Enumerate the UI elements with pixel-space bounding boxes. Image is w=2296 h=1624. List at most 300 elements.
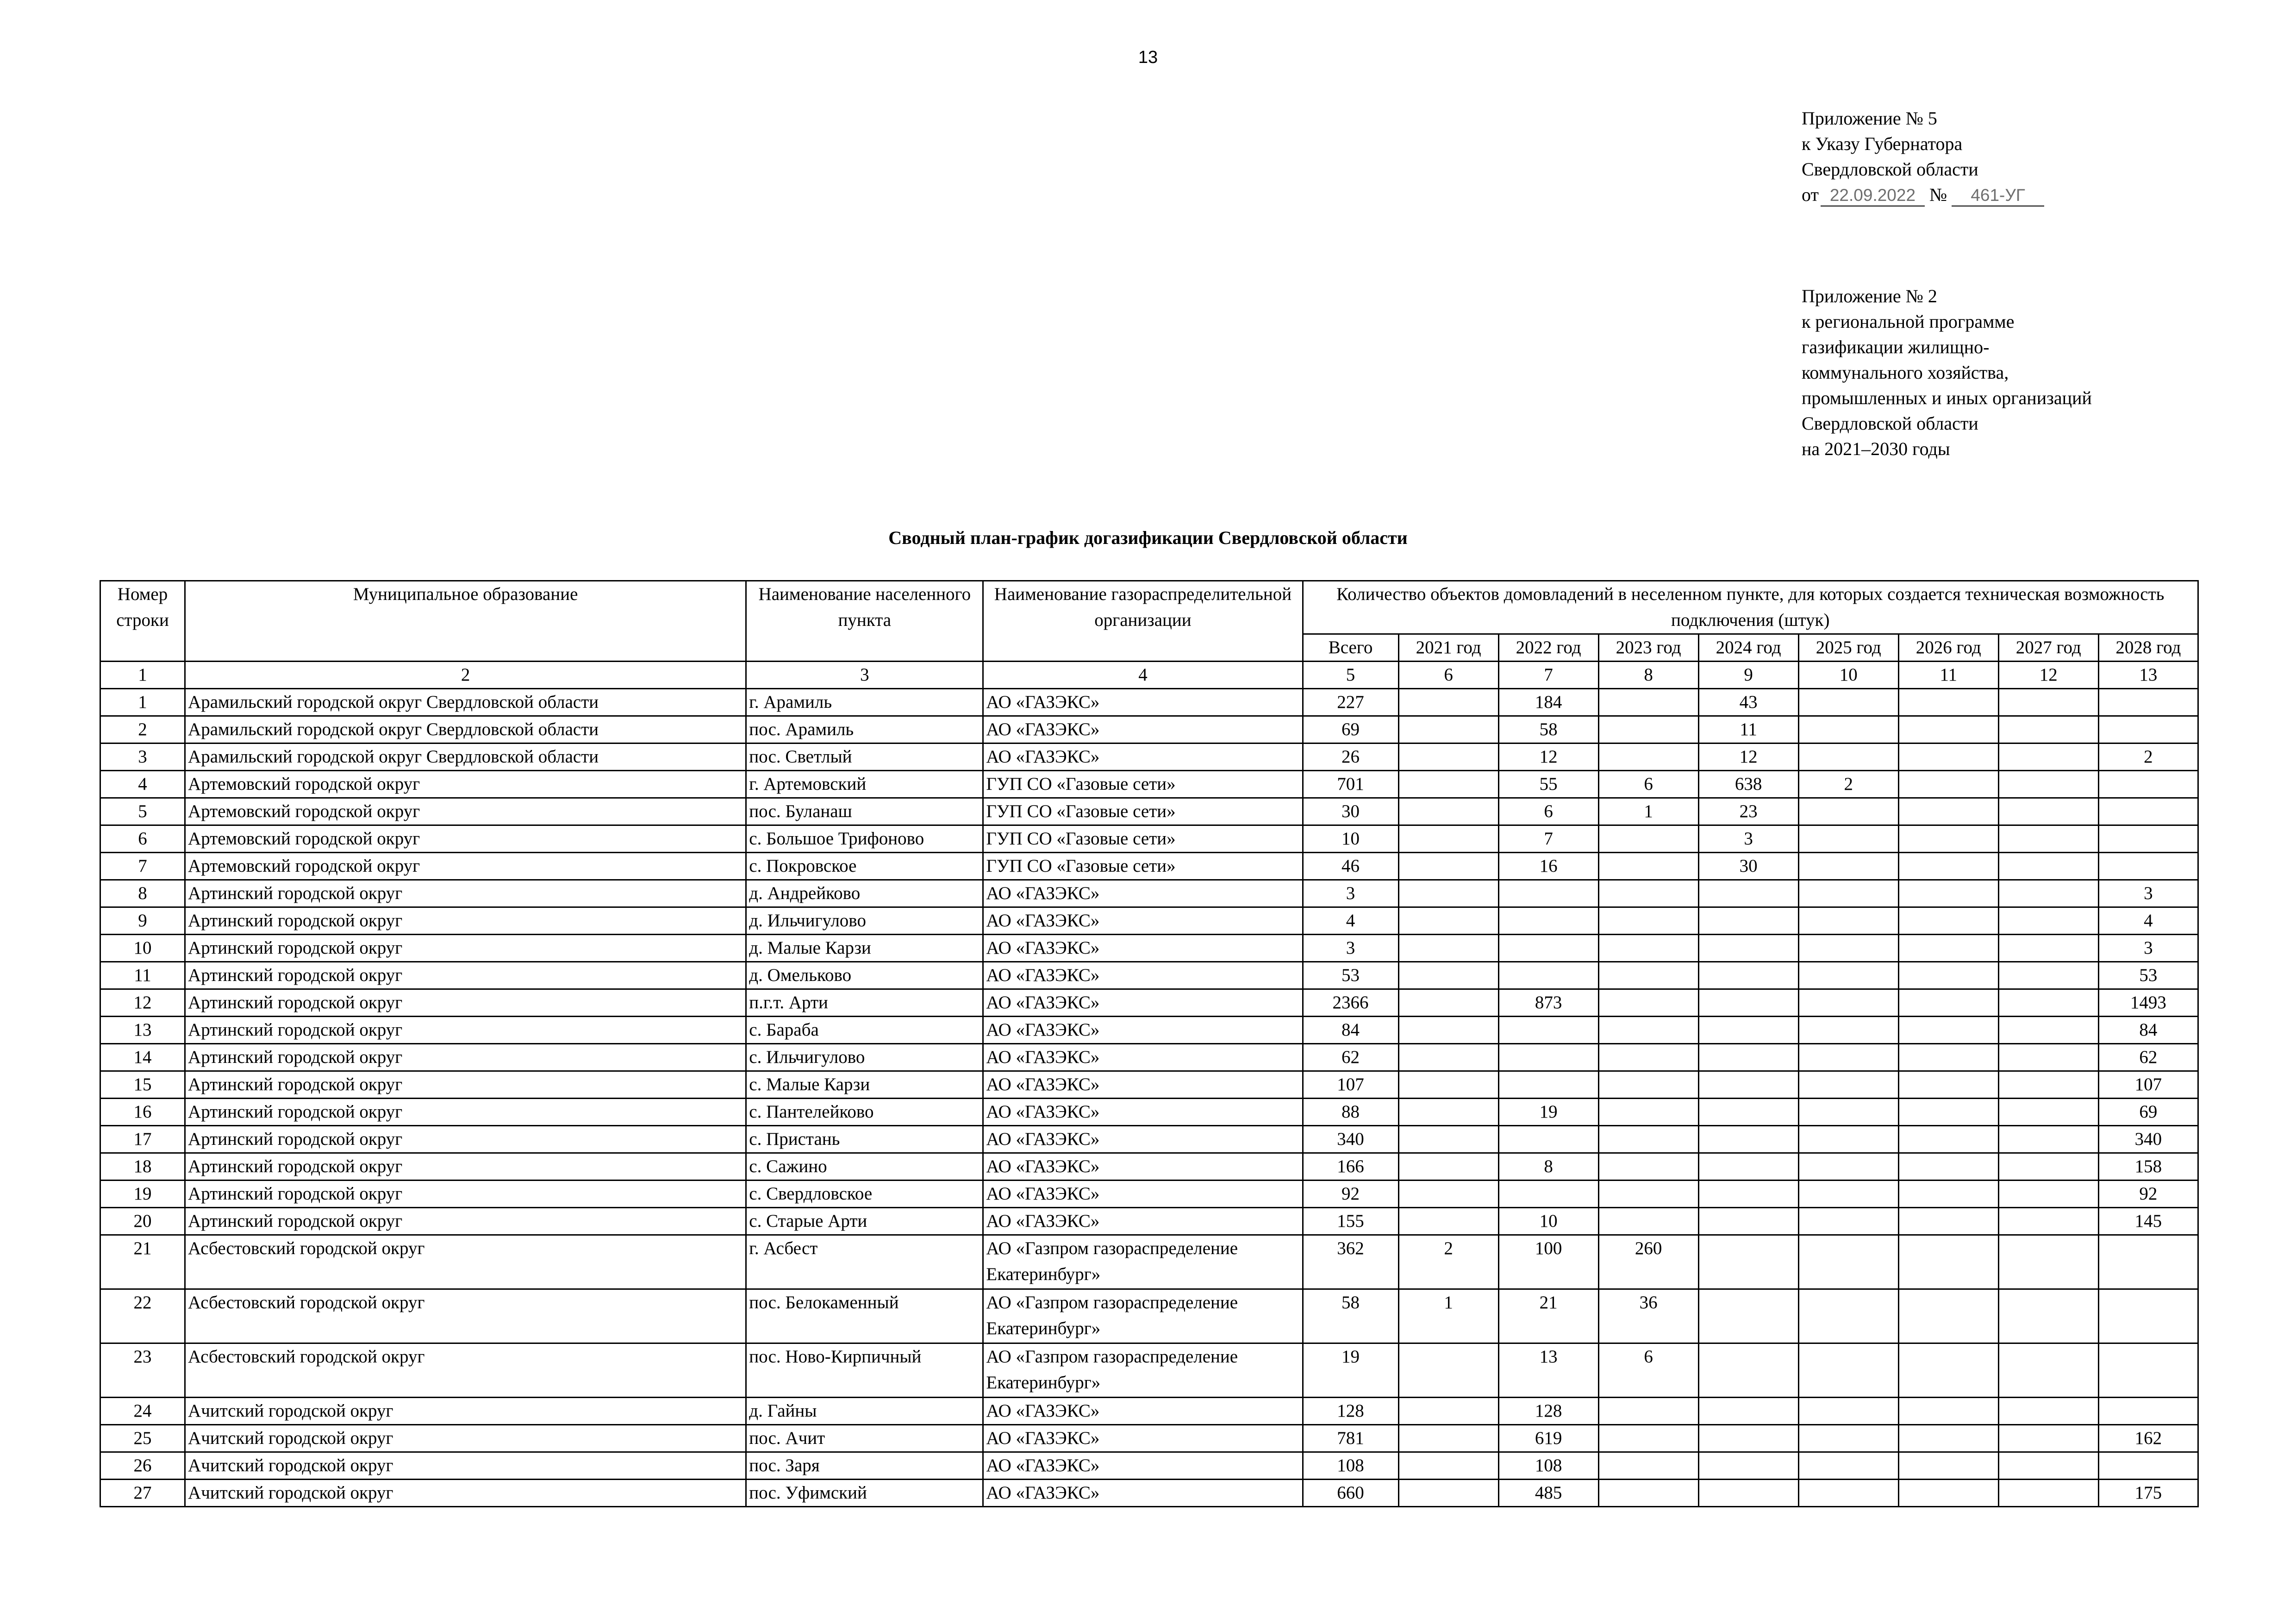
cell-municipality: Артинский городской округ	[185, 1017, 746, 1044]
cell-2021	[1398, 771, 1498, 798]
cell-row-number: 13	[100, 1017, 185, 1044]
cell-2027	[1998, 853, 2098, 880]
date-prefix: от	[1802, 184, 1819, 205]
cell-2026	[1898, 1452, 1998, 1480]
cell-2023: 260	[1598, 1235, 1698, 1289]
table-row	[100, 1480, 2198, 1507]
cell-2027	[1998, 689, 2098, 716]
cell-2026	[1898, 1289, 1998, 1343]
cell-2022: 16	[1498, 853, 1598, 880]
cell-row-number: 16	[100, 1099, 185, 1126]
cell-total: 781	[1303, 1425, 1398, 1452]
cell-2026	[1898, 1480, 1998, 1507]
cell-organization: АО «ГАЗЭКС»	[983, 743, 1303, 771]
cell-2027	[1998, 1452, 2098, 1480]
cell-settlement: пос. Буланаш	[746, 798, 983, 825]
cell-2026	[1898, 743, 1998, 771]
cell-total: 3	[1303, 880, 1398, 907]
cell-municipality: Арамильский городской округ Свердловской области	[185, 689, 746, 716]
header-objects-group: Количество объектов домовладений в неселенном пункте, для которых создается техническая возможность подключения (штук)	[1303, 581, 2198, 634]
cell-row-number: 21	[100, 1235, 185, 1289]
cell-row-number: 10	[100, 935, 185, 962]
cell-total: 2366	[1303, 989, 1398, 1017]
decree-date: 22.09.2022	[1821, 185, 1925, 206]
cell-2027	[1998, 1289, 2098, 1343]
cell-2023	[1598, 1099, 1698, 1126]
cell-municipality: Артемовский городской округ	[185, 798, 746, 825]
cell-2025	[1798, 1452, 1898, 1480]
header-year-1: 2021 год	[1398, 634, 1498, 662]
cell-2026	[1898, 962, 1998, 989]
cell-2026	[1898, 880, 1998, 907]
cell-2026	[1898, 1235, 1998, 1289]
cell-2024	[1698, 1126, 1798, 1153]
cell-2028	[2098, 771, 2198, 798]
table-row	[100, 1126, 2198, 1153]
cell-municipality: Артинский городской округ	[185, 1208, 746, 1235]
cell-2026	[1898, 1208, 1998, 1235]
cell-2025	[1798, 1235, 1898, 1289]
cell-2021	[1398, 743, 1498, 771]
cell-2027	[1998, 907, 2098, 935]
cell-2028	[2098, 853, 2198, 880]
cell-2022: 8	[1498, 1153, 1598, 1181]
cell-total: 3	[1303, 935, 1398, 962]
cell-2021	[1398, 853, 1498, 880]
cell-row-number: 20	[100, 1208, 185, 1235]
cell-2027	[1998, 1480, 2098, 1507]
cell-organization: АО «ГАЗЭКС»	[983, 1480, 1303, 1507]
cell-2024	[1698, 1017, 1798, 1044]
cell-2023	[1598, 853, 1698, 880]
cell-organization: ГУП СО «Газовые сети»	[983, 853, 1303, 880]
cell-2024	[1698, 1452, 1798, 1480]
cell-organization: АО «ГАЗЭКС»	[983, 1208, 1303, 1235]
cell-organization: АО «Газпром газораспределение Екатеринбург»	[983, 1235, 1303, 1289]
cell-total: 53	[1303, 962, 1398, 989]
cell-2021	[1398, 907, 1498, 935]
cell-2021	[1398, 798, 1498, 825]
column-number: 3	[746, 662, 983, 689]
cell-municipality: Ачитский городской округ	[185, 1398, 746, 1425]
cell-2028	[2098, 716, 2198, 743]
cell-2025	[1798, 689, 1898, 716]
column-number: 6	[1398, 662, 1498, 689]
cell-row-number: 17	[100, 1126, 185, 1153]
cell-row-number: 19	[100, 1181, 185, 1208]
cell-2021	[1398, 962, 1498, 989]
cell-organization: ГУП СО «Газовые сети»	[983, 771, 1303, 798]
cell-2025	[1798, 1153, 1898, 1181]
table-row	[100, 935, 2198, 962]
cell-2022: 10	[1498, 1208, 1598, 1235]
cell-municipality: Ачитский городской округ	[185, 1480, 746, 1507]
cell-municipality: Артинский городской округ	[185, 880, 746, 907]
document-title: Сводный план-график догазификации Свердловской области	[888, 527, 1408, 548]
cell-2027	[1998, 1425, 2098, 1452]
cell-2028: 53	[2098, 962, 2198, 989]
table-row	[100, 1181, 2198, 1208]
cell-organization: АО «ГАЗЭКС»	[983, 935, 1303, 962]
cell-2022: 619	[1498, 1425, 1598, 1452]
cell-2028	[2098, 1343, 2198, 1398]
cell-settlement: пос. Белокаменный	[746, 1289, 983, 1343]
cell-2028: 84	[2098, 1017, 2198, 1044]
cell-2024: 638	[1698, 771, 1798, 798]
cell-2023	[1598, 1181, 1698, 1208]
annex-2-line: Приложение № 2	[1802, 286, 1937, 306]
cell-total: 362	[1303, 1235, 1398, 1289]
cell-2022: 13	[1498, 1343, 1598, 1398]
cell-2028: 158	[2098, 1153, 2198, 1181]
cell-2027	[1998, 798, 2098, 825]
cell-2025	[1798, 1126, 1898, 1153]
cell-2022: 21	[1498, 1289, 1598, 1343]
cell-organization: АО «ГАЗЭКС»	[983, 1044, 1303, 1071]
cell-2025	[1798, 1425, 1898, 1452]
cell-settlement: с. Большое Трифоново	[746, 825, 983, 853]
cell-2026	[1898, 1044, 1998, 1071]
cell-2027	[1998, 880, 2098, 907]
cell-2021	[1398, 1126, 1498, 1153]
cell-2023	[1598, 989, 1698, 1017]
column-number: 1	[100, 662, 185, 689]
cell-total: 227	[1303, 689, 1398, 716]
cell-row-number: 4	[100, 771, 185, 798]
cell-settlement: с. Бараба	[746, 1017, 983, 1044]
cell-2025	[1798, 1289, 1898, 1343]
cell-2025	[1798, 1398, 1898, 1425]
cell-2028: 4	[2098, 907, 2198, 935]
cell-total: 92	[1303, 1181, 1398, 1208]
cell-2027	[1998, 1044, 2098, 1071]
cell-2024	[1698, 1099, 1798, 1126]
cell-2028	[2098, 1235, 2198, 1289]
cell-2022: 7	[1498, 825, 1598, 853]
cell-2027	[1998, 1126, 2098, 1153]
cell-total: 660	[1303, 1480, 1398, 1507]
table-row	[100, 798, 2198, 825]
cell-2023	[1598, 743, 1698, 771]
cell-settlement: д. Андрейково	[746, 880, 983, 907]
cell-2028: 340	[2098, 1126, 2198, 1153]
cell-total: 58	[1303, 1289, 1398, 1343]
cell-organization: АО «ГАЗЭКС»	[983, 989, 1303, 1017]
cell-2028	[2098, 689, 2198, 716]
cell-2025	[1798, 880, 1898, 907]
annex-5-block	[1802, 106, 2044, 207]
cell-2022	[1498, 935, 1598, 962]
cell-row-number: 12	[100, 989, 185, 1017]
cell-2021	[1398, 935, 1498, 962]
cell-settlement: д. Малые Карзи	[746, 935, 983, 962]
cell-total: 46	[1303, 853, 1398, 880]
cell-2028	[2098, 1398, 2198, 1425]
cell-2024: 23	[1698, 798, 1798, 825]
header-organization: Наименование газораспределительной организации	[983, 581, 1303, 662]
cell-settlement: с. Сажино	[746, 1153, 983, 1181]
cell-total: 19	[1303, 1343, 1398, 1398]
cell-2027	[1998, 1398, 2098, 1425]
cell-2026	[1898, 1017, 1998, 1044]
cell-2023	[1598, 1153, 1698, 1181]
cell-settlement: г. Арамиль	[746, 689, 983, 716]
cell-2028	[2098, 1452, 2198, 1480]
cell-settlement: д. Ильчигулово	[746, 907, 983, 935]
cell-2022: 100	[1498, 1235, 1598, 1289]
cell-municipality: Артемовский городской округ	[185, 853, 746, 880]
cell-2023: 1	[1598, 798, 1698, 825]
annex-2-line: к региональной программе	[1802, 311, 2015, 332]
cell-organization: АО «ГАЗЭКС»	[983, 1017, 1303, 1044]
cell-total: 84	[1303, 1017, 1398, 1044]
cell-2022	[1498, 880, 1598, 907]
cell-organization: АО «ГАЗЭКС»	[983, 1153, 1303, 1181]
cell-row-number: 24	[100, 1398, 185, 1425]
cell-row-number: 22	[100, 1289, 185, 1343]
annex-5-line: к Указу Губернатора	[1802, 133, 1963, 154]
annex-2-line: газификации жилищно-	[1802, 337, 1990, 357]
cell-2026	[1898, 1071, 1998, 1099]
cell-2025	[1798, 1017, 1898, 1044]
cell-2028	[2098, 1289, 2198, 1343]
cell-2025	[1798, 825, 1898, 853]
cell-2023	[1598, 689, 1698, 716]
cell-2021	[1398, 1099, 1498, 1126]
cell-2027	[1998, 1099, 2098, 1126]
cell-2028: 175	[2098, 1480, 2198, 1507]
header-settlement: Наименование населенного пункта	[746, 581, 983, 662]
column-number: 8	[1598, 662, 1698, 689]
cell-row-number: 9	[100, 907, 185, 935]
cell-row-number: 26	[100, 1452, 185, 1480]
cell-2021	[1398, 1044, 1498, 1071]
cell-2027	[1998, 716, 2098, 743]
cell-total: 4	[1303, 907, 1398, 935]
table-row	[100, 743, 2198, 771]
cell-row-number: 14	[100, 1044, 185, 1071]
cell-2023	[1598, 907, 1698, 935]
cell-2023	[1598, 1452, 1698, 1480]
table-row	[100, 1425, 2198, 1452]
cell-municipality: Ачитский городской округ	[185, 1452, 746, 1480]
cell-settlement: с. Ильчигулово	[746, 1044, 983, 1071]
cell-2027	[1998, 771, 2098, 798]
cell-2025	[1798, 1181, 1898, 1208]
cell-2025	[1798, 935, 1898, 962]
cell-municipality: Артинский городской округ	[185, 935, 746, 962]
cell-2022	[1498, 907, 1598, 935]
cell-2021	[1398, 1425, 1498, 1452]
cell-2023	[1598, 716, 1698, 743]
table-row	[100, 1452, 2198, 1480]
cell-2025	[1798, 907, 1898, 935]
column-number: 10	[1798, 662, 1898, 689]
header-year-5: 2025 год	[1798, 634, 1898, 662]
cell-2024	[1698, 1153, 1798, 1181]
cell-2024	[1698, 880, 1798, 907]
cell-organization: АО «ГАЗЭКС»	[983, 1181, 1303, 1208]
cell-2023	[1598, 1398, 1698, 1425]
cell-2024	[1698, 1208, 1798, 1235]
cell-settlement: пос. Ачит	[746, 1425, 983, 1452]
header-year-0: Всего	[1303, 634, 1398, 662]
cell-municipality: Артинский городской округ	[185, 1181, 746, 1208]
cell-settlement: п.г.т. Арти	[746, 989, 983, 1017]
cell-2025	[1798, 1480, 1898, 1507]
cell-row-number: 15	[100, 1071, 185, 1099]
cell-2022: 873	[1498, 989, 1598, 1017]
cell-settlement: пос. Заря	[746, 1452, 983, 1480]
cell-2024	[1698, 989, 1798, 1017]
cell-2024	[1698, 1181, 1798, 1208]
annex-5-date-line	[1802, 182, 2044, 207]
column-number: 2	[185, 662, 746, 689]
cell-2023: 6	[1598, 1343, 1698, 1398]
cell-row-number: 23	[100, 1343, 185, 1398]
header-year-4: 2024 год	[1698, 634, 1798, 662]
cell-2027	[1998, 989, 2098, 1017]
cell-row-number: 6	[100, 825, 185, 853]
column-number: 7	[1498, 662, 1598, 689]
cell-2026	[1898, 1425, 1998, 1452]
cell-2028	[2098, 825, 2198, 853]
cell-organization: АО «ГАЗЭКС»	[983, 962, 1303, 989]
cell-municipality: Ачитский городской округ	[185, 1425, 746, 1452]
cell-2021	[1398, 1071, 1498, 1099]
cell-2024	[1698, 1071, 1798, 1099]
cell-organization: АО «ГАЗЭКС»	[983, 1425, 1303, 1452]
cell-2021	[1398, 825, 1498, 853]
cell-organization: АО «Газпром газораспределение Екатеринбург»	[983, 1343, 1303, 1398]
cell-settlement: г. Артемовский	[746, 771, 983, 798]
cell-2021	[1398, 989, 1498, 1017]
cell-2022: 485	[1498, 1480, 1598, 1507]
cell-organization: АО «ГАЗЭКС»	[983, 716, 1303, 743]
cell-row-number: 18	[100, 1153, 185, 1181]
cell-2027	[1998, 1235, 2098, 1289]
cell-2025	[1798, 1071, 1898, 1099]
cell-2027	[1998, 743, 2098, 771]
table-row	[100, 1071, 2198, 1099]
table-row	[100, 1398, 2198, 1425]
cell-2027	[1998, 1208, 2098, 1235]
cell-total: 69	[1303, 716, 1398, 743]
header-municipality: Муниципальное образование	[185, 581, 746, 662]
cell-2026	[1898, 1181, 1998, 1208]
header-year-8: 2028 год	[2098, 634, 2198, 662]
header-row-number: Номер строки	[100, 581, 185, 662]
cell-total: 107	[1303, 1071, 1398, 1099]
cell-settlement: пос. Уфимский	[746, 1480, 983, 1507]
cell-organization: АО «ГАЗЭКС»	[983, 1452, 1303, 1480]
cell-2026	[1898, 716, 1998, 743]
table-row	[100, 1044, 2198, 1071]
cell-2023	[1598, 1071, 1698, 1099]
table-row	[100, 962, 2198, 989]
cell-2028: 3	[2098, 935, 2198, 962]
cell-total: 340	[1303, 1126, 1398, 1153]
table-row	[100, 1153, 2198, 1181]
cell-2023	[1598, 1017, 1698, 1044]
cell-2024: 3	[1698, 825, 1798, 853]
cell-2021	[1398, 1153, 1498, 1181]
cell-row-number: 11	[100, 962, 185, 989]
table-row	[100, 1343, 2198, 1398]
header-year-3: 2023 год	[1598, 634, 1698, 662]
cell-2026	[1898, 825, 1998, 853]
cell-organization: АО «ГАЗЭКС»	[983, 1398, 1303, 1425]
cell-2025	[1798, 1099, 1898, 1126]
table-row	[100, 1099, 2198, 1126]
cell-2027	[1998, 1343, 2098, 1398]
cell-2022	[1498, 1044, 1598, 1071]
cell-2022: 6	[1498, 798, 1598, 825]
cell-2024: 43	[1698, 689, 1798, 716]
cell-2027	[1998, 1181, 2098, 1208]
cell-settlement: с. Пантелейково	[746, 1099, 983, 1126]
cell-municipality: Артинский городской округ	[185, 989, 746, 1017]
cell-2028: 92	[2098, 1181, 2198, 1208]
cell-2021	[1398, 1181, 1498, 1208]
cell-2028: 1493	[2098, 989, 2198, 1017]
cell-settlement: с. Покровское	[746, 853, 983, 880]
cell-2026	[1898, 1398, 1998, 1425]
cell-2025	[1798, 743, 1898, 771]
cell-2023	[1598, 1208, 1698, 1235]
header-year-7: 2027 год	[1998, 634, 2098, 662]
cell-settlement: д. Гайны	[746, 1398, 983, 1425]
cell-municipality: Асбестовский городской округ	[185, 1343, 746, 1398]
cell-2024	[1698, 962, 1798, 989]
cell-2025	[1798, 989, 1898, 1017]
cell-total: 128	[1303, 1398, 1398, 1425]
cell-organization: ГУП СО «Газовые сети»	[983, 798, 1303, 825]
cell-municipality: Артинский городской округ	[185, 907, 746, 935]
table-row	[100, 907, 2198, 935]
cell-2021: 2	[1398, 1235, 1498, 1289]
cell-organization: АО «ГАЗЭКС»	[983, 689, 1303, 716]
cell-municipality: Артемовский городской округ	[185, 825, 746, 853]
cell-2025	[1798, 1343, 1898, 1398]
annex-5-line: Свердловской области	[1802, 159, 1978, 180]
cell-2023	[1598, 1044, 1698, 1071]
cell-total: 62	[1303, 1044, 1398, 1071]
cell-2026	[1898, 853, 1998, 880]
cell-2026	[1898, 1126, 1998, 1153]
cell-2024	[1698, 1343, 1798, 1398]
cell-2021: 1	[1398, 1289, 1498, 1343]
cell-2024: 30	[1698, 853, 1798, 880]
header-year-6: 2026 год	[1898, 634, 1998, 662]
gasification-plan-table	[100, 580, 2199, 1507]
cell-2027	[1998, 935, 2098, 962]
cell-2024	[1698, 1398, 1798, 1425]
cell-2021	[1398, 689, 1498, 716]
cell-2028: 69	[2098, 1099, 2198, 1126]
cell-row-number: 1	[100, 689, 185, 716]
table-row	[100, 1289, 2198, 1343]
cell-organization: ГУП СО «Газовые сети»	[983, 825, 1303, 853]
cell-2025	[1798, 853, 1898, 880]
column-number: 4	[983, 662, 1303, 689]
cell-2026	[1898, 1153, 1998, 1181]
cell-2022: 108	[1498, 1452, 1598, 1480]
cell-2027	[1998, 962, 2098, 989]
cell-organization: АО «Газпром газораспределение Екатеринбург»	[983, 1289, 1303, 1343]
table-row	[100, 1017, 2198, 1044]
cell-2022	[1498, 1071, 1598, 1099]
